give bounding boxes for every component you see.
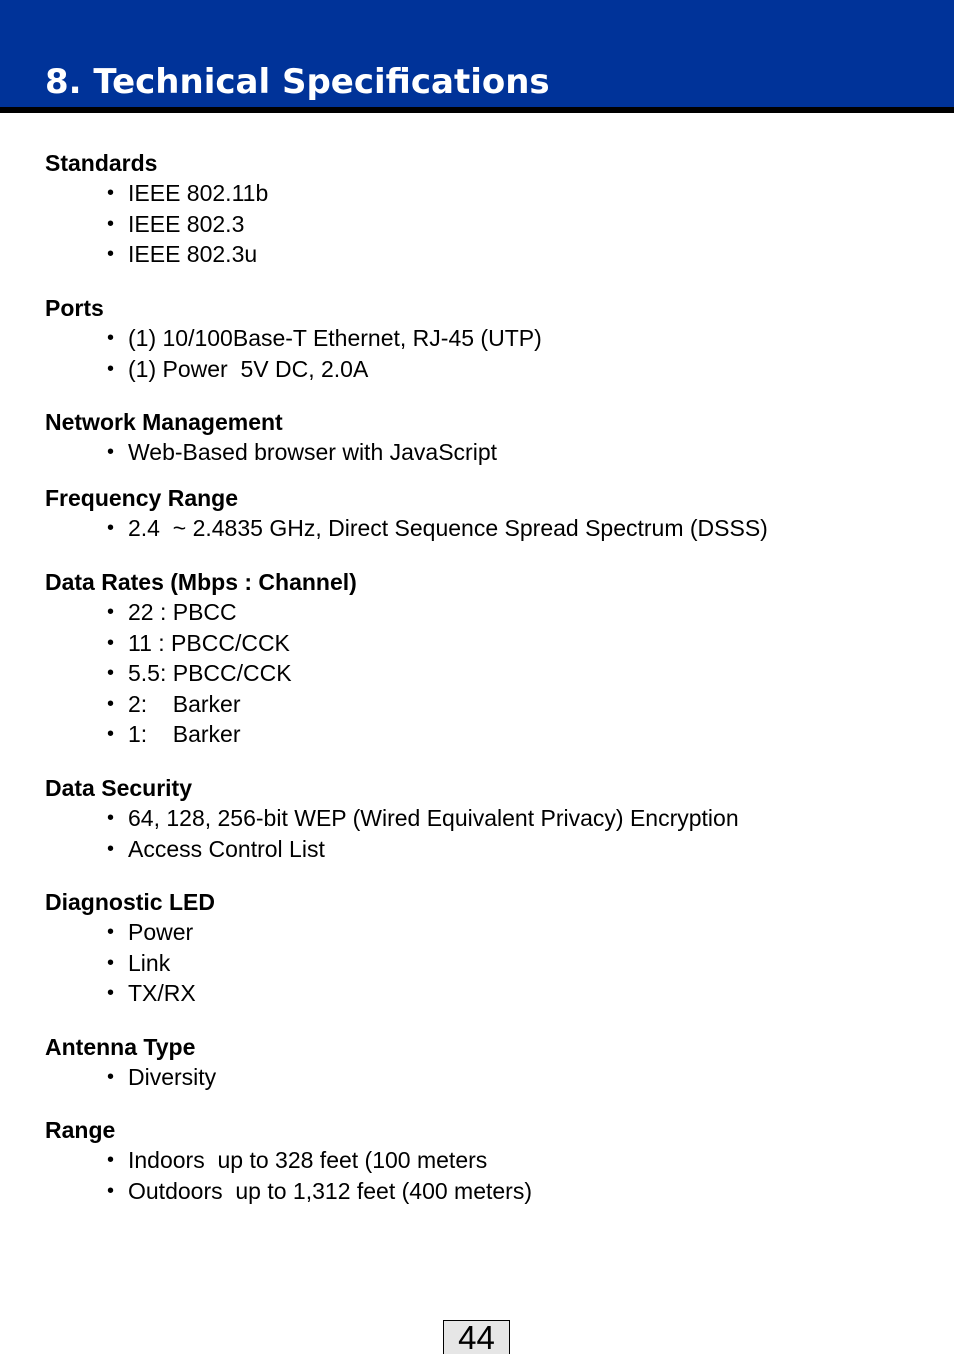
- list-item: [107, 1176, 925, 1207]
- spec-list: [45, 597, 925, 750]
- bullet: •: [107, 212, 115, 235]
- bullet: •: [107, 807, 115, 829]
- bullet: •: [107, 662, 115, 684]
- item-text: Access Control List: [128, 835, 325, 862]
- bullet: •: [107, 723, 115, 745]
- bullet: •: [107, 631, 115, 654]
- bullet: •: [107, 837, 115, 860]
- bullet: •: [107, 327, 115, 349]
- section-data-security: [45, 773, 925, 864]
- bullet: •: [107, 243, 115, 265]
- bullet: •: [107, 357, 115, 380]
- item-text: (1) 10/100Base-T Ethernet, RJ-45 (UTP): [128, 325, 542, 351]
- bullet: •: [107, 1066, 115, 1088]
- spec-list: [45, 1145, 925, 1206]
- section-range: [45, 1115, 925, 1206]
- list-item: [107, 209, 925, 240]
- bullet: •: [107, 1149, 115, 1171]
- section-heading: Frequency Range: [45, 485, 238, 511]
- item-text: TX/RX: [128, 980, 196, 1006]
- list-item: [107, 803, 925, 834]
- item-text: Outdoors up to 1,312 feet (400 meters): [128, 1177, 533, 1204]
- section-network-management: [45, 407, 925, 468]
- section-diagnostic-led: [45, 887, 925, 1009]
- spec-list: [45, 917, 925, 1009]
- list-item: [107, 719, 925, 750]
- list-item: [107, 917, 925, 948]
- list-item: [107, 1145, 925, 1176]
- section-standards: [45, 148, 925, 270]
- page-title: 8. Technical Specifications: [45, 62, 550, 102]
- item-text: IEEE 802.11b: [128, 180, 269, 206]
- bullet: •: [107, 601, 115, 623]
- section-heading: Ports: [45, 295, 104, 321]
- list-item: [107, 978, 925, 1009]
- item-text: Diversity: [128, 1064, 217, 1090]
- list-item: [107, 239, 925, 270]
- section-heading: Standards: [45, 150, 158, 176]
- list-item: [107, 178, 925, 209]
- bullet: •: [107, 951, 115, 974]
- page-number: 44: [443, 1320, 510, 1354]
- item-text: 5.5: PBCC/CCK: [128, 660, 292, 686]
- item-text: 64, 128, 256-bit WEP (Wired Equivalent Privacy) Encryption: [128, 805, 739, 831]
- section-heading: Antenna Type: [45, 1034, 196, 1060]
- list-item: [107, 354, 925, 385]
- list-item: [107, 834, 925, 865]
- spec-list: [45, 1062, 925, 1093]
- list-item: [107, 628, 925, 659]
- item-text: IEEE 802.3u: [128, 241, 258, 267]
- section-heading: Network Management: [45, 409, 283, 435]
- section-heading: Diagnostic LED: [45, 889, 215, 915]
- spec-list: [45, 803, 925, 864]
- spec-list: [45, 437, 925, 468]
- item-text: 1: Barker: [128, 721, 241, 747]
- section-data-rates: [45, 567, 925, 750]
- bullet: •: [107, 692, 115, 715]
- spec-list: [45, 513, 925, 544]
- item-text: Power: [128, 919, 194, 945]
- bullet: •: [107, 517, 115, 539]
- section-heading: Range: [45, 1117, 116, 1143]
- item-text: Link: [128, 949, 171, 976]
- item-text: Indoors up to 328 feet (100 meters: [128, 1147, 488, 1173]
- list-item: [107, 658, 925, 689]
- bullet: •: [107, 921, 115, 943]
- list-item: [107, 437, 925, 468]
- list-item: [107, 597, 925, 628]
- section-frequency-range: [45, 483, 925, 544]
- section-heading: Data Rates (Mbps : Channel): [45, 569, 357, 595]
- item-text: 11 : PBCC/CCK: [128, 629, 290, 656]
- spec-list: [45, 178, 925, 270]
- bullet: •: [107, 182, 115, 204]
- item-text: 2: Barker: [128, 690, 241, 717]
- section-heading: Data Security: [45, 775, 193, 801]
- item-text: Web-Based browser with JavaScript: [128, 439, 497, 465]
- item-text: 2.4 ~ 2.4835 GHz, Direct Sequence Spread Spectrum (DSSS): [128, 515, 768, 541]
- header-divider: [0, 107, 954, 113]
- section-ports: [45, 293, 925, 384]
- list-item: [107, 948, 925, 979]
- item-text: 22 : PBCC: [128, 599, 237, 625]
- item-text: IEEE 802.3: [128, 210, 245, 237]
- list-item: [107, 513, 925, 544]
- list-item: [107, 689, 925, 720]
- item-text: (1) Power 5V DC, 2.0A: [128, 355, 369, 382]
- list-item: [107, 323, 925, 354]
- bullet: •: [107, 1179, 115, 1202]
- bullet: •: [107, 982, 115, 1004]
- list-item: [107, 1062, 925, 1093]
- section-antenna-type: [45, 1032, 925, 1093]
- spec-list: [45, 323, 925, 384]
- bullet: •: [107, 441, 115, 463]
